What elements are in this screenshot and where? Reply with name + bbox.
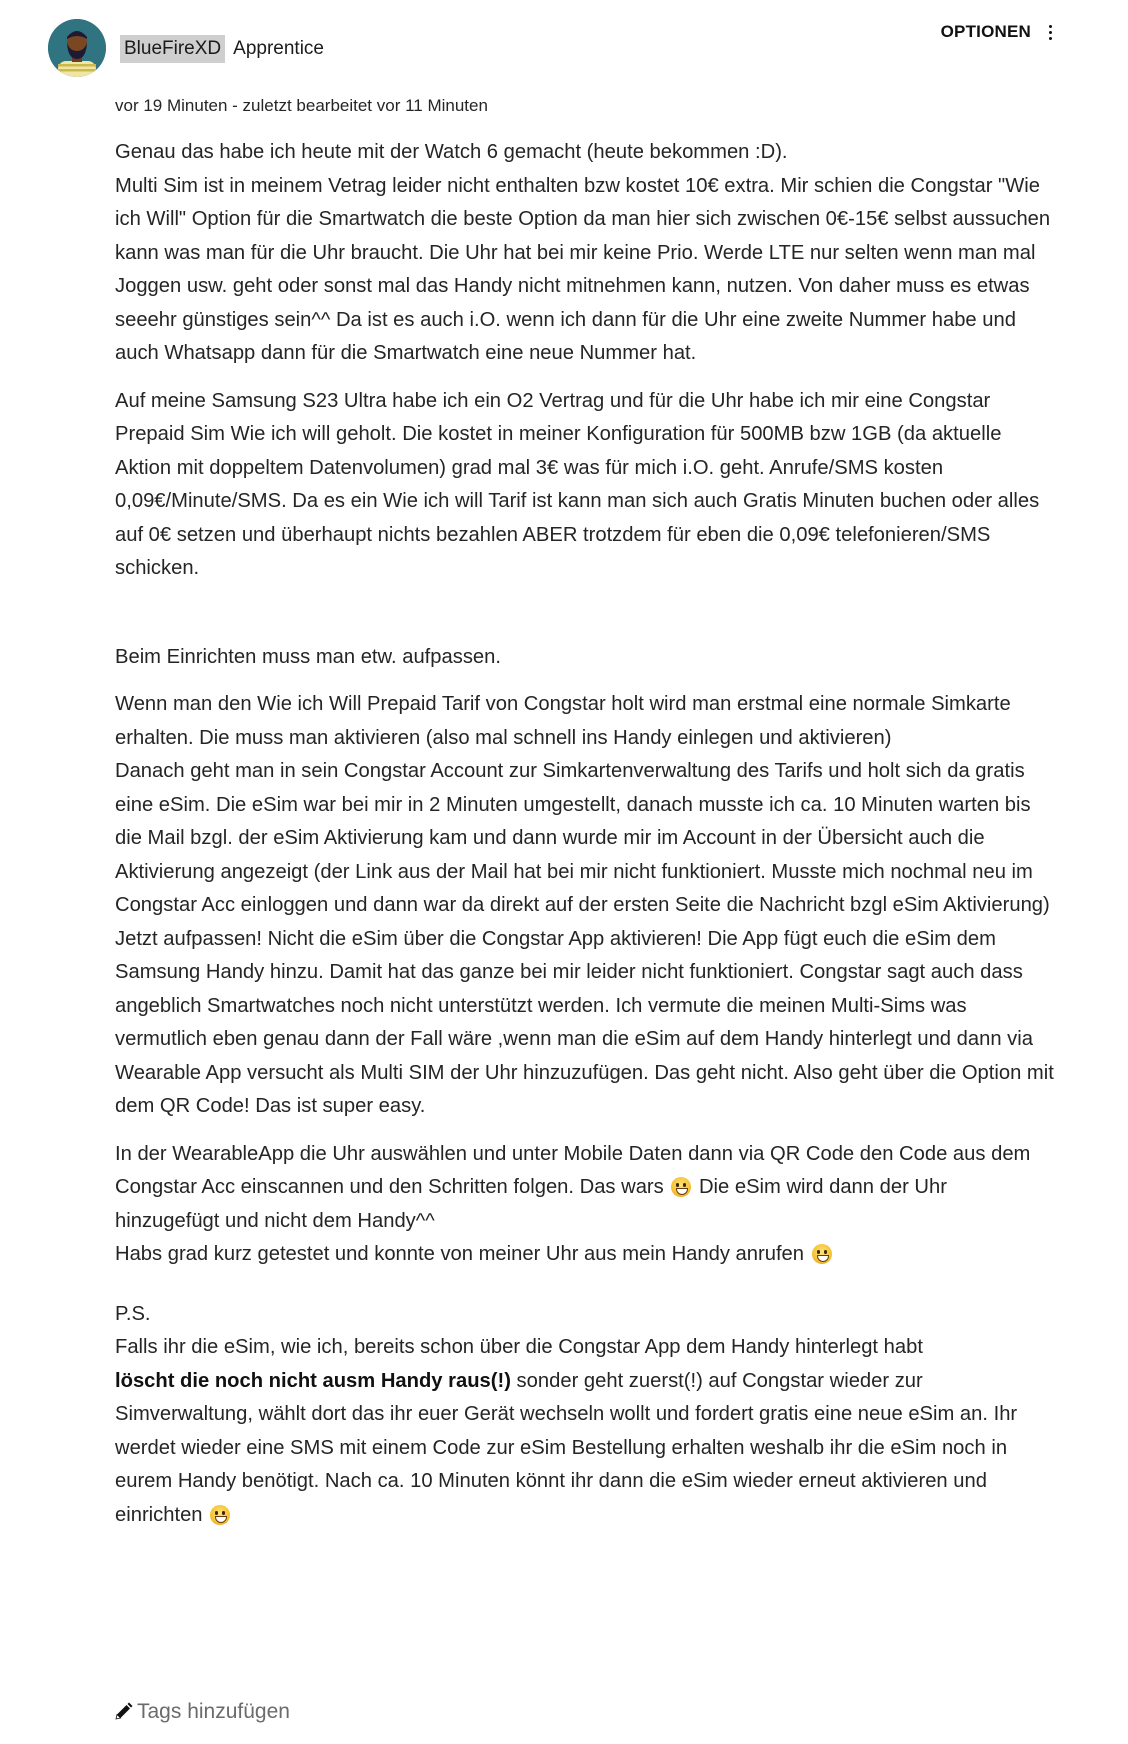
grinning-face-emoji-icon bbox=[812, 1244, 832, 1264]
grinning-face-emoji-icon bbox=[671, 1177, 691, 1197]
post-header bbox=[0, 0, 1128, 90]
paragraph-tested bbox=[115, 1238, 1055, 1272]
ps-bold-warning: löscht die noch nicht ausm Handy raus(!) bbox=[115, 1369, 511, 1392]
add-tags-link[interactable] bbox=[113, 1700, 290, 1724]
author-rank: Apprentice bbox=[233, 38, 324, 59]
pencil-icon bbox=[113, 1702, 133, 1722]
paragraph-wearable-app bbox=[115, 1138, 1055, 1239]
post-timestamp: vor 19 Minuten - zuletzt bearbeitet vor 11 Minuten bbox=[115, 96, 488, 115]
avatar[interactable] bbox=[48, 19, 106, 77]
ps-paragraph bbox=[115, 1365, 1055, 1533]
vertical-ellipsis-icon bbox=[1049, 25, 1052, 40]
tested-text: Habs grad kurz getestet und konnte von meiner Uhr aus mein Handy anrufen bbox=[115, 1243, 805, 1265]
paragraph-setup-step2: Danach geht man in sein Congstar Account zur Simkartenverwaltung des Tarifs und holt sich da gratis eine eSim. Die eSim war bei mir in 2 Minuten umgestellt, danach musste ich ca. 10 Minuten warten bis die Mail bzgl. der eSim Aktivierung kam und dann wurde mir im Account in der Übersicht auch die Aktivierung angezeigt (der Link aus der Mail hat bei mir nicht funktioniert. Musste mich nochmal neu im Congstar Acc einloggen und dann war da direkt auf der ersten Seite die Nachricht bzgl eSim Aktivierung) bbox=[115, 760, 1050, 916]
paragraph-setup-warning: Beim Einrichten muss man etw. aufpassen. bbox=[115, 645, 501, 668]
post-body bbox=[115, 136, 1055, 1532]
paragraph-intro-line2: Multi Sim ist in meinem Vetrag leider nicht enthalten bzw kostet 10€ extra. Mir schien die Congstar "Wie ich Will" Option für die Smartwatch die beste Option da man hier sich zwischen 0€-15€ selbst aussuchen kann was man für die Uhr braucht. Die Uhr hat bei mir keine Prio. Werde LTE nur selten wenn man mal Joggen usw. geht oder sonst mal das Handy nicht mitnehmen kann, nutzen. Von daher muss es etwas seeehr günstiges sein^^ Da ist es auch i.O. wenn ich dann für die Uhr eine zweite Nummer habe und auch Whatsapp dann für die Smartwatch eine neue Nummer hat. bbox=[115, 174, 1051, 364]
ps-line1: Falls ihr die eSim, wie ich, bereits schon über die Congstar App dem Handy hinterlegt habt bbox=[115, 1336, 923, 1358]
paragraph-contract: Auf meine Samsung S23 Ultra habe ich ein O2 Vertrag und für die Uhr habe ich mir eine Congstar Prepaid Sim Wie ich will geholt. Die kostet in meiner Konfiguration für 500MB bzw 1GB (da aktuelle Aktion mit doppeltem Datenvolumen) grad mal 3€ was für mich i.O. geht. Anrufe/SMS kosten 0,09€/Minute/SMS. Da es ein Wie ich will Tarif ist kann man sich auch Gratis Minuten buchen oder alles auf 0€ setzen und überhaupt nichts bezahlen ABER trotzdem für eben die 0,09€ telefonieren/SMS schicken. bbox=[115, 389, 1040, 579]
wearable-text-part1: In der WearableApp die Uhr auswählen und unter Mobile Daten dann via QR Code den Code aus dem Congstar Acc einscannen und den Schritten folgen. Das wars bbox=[115, 1142, 1031, 1198]
author-name-link[interactable]: BlueFireXD bbox=[120, 35, 225, 63]
ps-label: P.S. bbox=[115, 1302, 151, 1325]
paragraph-setup-step1: Wenn man den Wie ich Will Prepaid Tarif von Congstar holt wird man erstmal eine normale Simkarte erhalten. Die muss man aktivieren (also mal schnell ins Handy einlegen und aktivieren) bbox=[115, 693, 1011, 749]
paragraph-intro-line1: Genau das habe ich heute mit der Watch 6 gemacht (heute bekommen :D). bbox=[115, 141, 788, 163]
wearable-text-part2: Die eSim wird dann der Uhr hinzugefügt und nicht dem Handy^^ bbox=[115, 1176, 947, 1232]
add-tags-label: Tags hinzufügen bbox=[137, 1700, 290, 1723]
ps-rest: sonder geht zuerst(!) auf Congstar wieder zur Simverwaltung, wählt dort das ihr euer Gerät wechseln wollt und fordert gratis eine neue eSim an. Ihr werdet wieder eine SMS mit einem Code zur eSim Bestellung erhalten weshalb ihr die eSim noch in eurem Handy benötigt. Nach ca. 10 Minuten könnt ihr dann die eSim wieder erneut aktivieren und einrichten bbox=[115, 1369, 1018, 1526]
paragraph-setup-step3: Jetzt aufpassen! Nicht die eSim über die Congstar App aktivieren! Die App fügt euch die eSim dem Samsung Handy hinzu. Damit hat das ganze bei mir leider nicht funktioniert. Congstar sagt auch dass angeblich Smartwatches noch nicht unterstützt werden. Ich vermute die meinen Multi-Sims was vermutlich eben genau dann der Fall wäre ,wenn man die eSim auf dem Handy hinterlegt und dann via Wearable App versucht als Multi SIM der Uhr hinzuzufügen. Das geht nicht. Also geht über die Option mit dem QR Code! Das ist super easy. bbox=[115, 927, 1054, 1117]
options-label: OPTIONEN bbox=[940, 22, 1031, 41]
options-menu-button[interactable] bbox=[941, 22, 1052, 42]
bearded-man-avatar-icon bbox=[48, 19, 106, 77]
author-info bbox=[120, 35, 324, 63]
grinning-face-emoji-icon bbox=[210, 1505, 230, 1525]
